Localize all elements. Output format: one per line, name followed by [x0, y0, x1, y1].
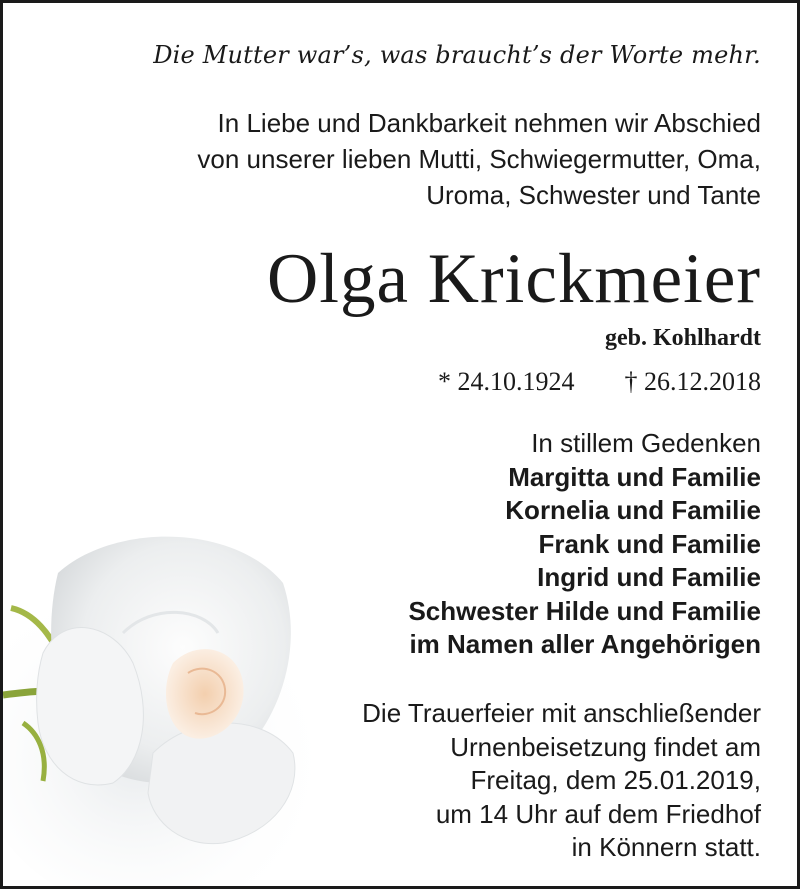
intro-line: von unserer lieben Mutti, Schwiegermutter, Oma,	[197, 144, 761, 174]
funeral-line: in Könnern statt.	[571, 832, 761, 862]
life-dates	[438, 367, 761, 397]
deceased-name: Olga Krickmeier	[266, 240, 761, 318]
mourner-entry: Kornelia und Familie	[505, 495, 761, 525]
intro-line: Uroma, Schwester und Tante	[426, 180, 761, 210]
birth-date: * 24.10.1924	[438, 367, 575, 396]
mourners-block	[408, 427, 761, 662]
death-date: † 26.12.2018	[624, 367, 761, 396]
mourner-entry: Ingrid und Familie	[537, 562, 761, 592]
intro-line: In Liebe und Dankbarkeit nehmen wir Abschied	[217, 108, 761, 138]
intro-text	[197, 105, 761, 213]
funeral-line: Freitag, dem 25.01.2019,	[470, 765, 761, 795]
funeral-line: Die Trauerfeier mit anschließender	[362, 698, 761, 728]
funeral-line: Urnenbeisetzung findet am	[450, 731, 761, 762]
motto-quote: Die Mutter war’s, was braucht’s der Worte mehr.	[153, 41, 761, 69]
mourner-entry: im Namen aller Angehörigen	[409, 629, 761, 659]
mourners-heading: In stillem Gedenken	[531, 428, 761, 458]
mourner-entry: Schwester Hilde und Familie	[408, 595, 761, 626]
white-rose-image	[3, 513, 333, 889]
mourner-entry: Margitta und Familie	[508, 461, 761, 492]
mourner-entry: Frank und Familie	[538, 528, 761, 559]
funeral-info	[362, 697, 761, 865]
maiden-name: geb. Kohlhardt	[604, 325, 761, 351]
funeral-line: um 14 Uhr auf dem Friedhof	[435, 798, 761, 829]
